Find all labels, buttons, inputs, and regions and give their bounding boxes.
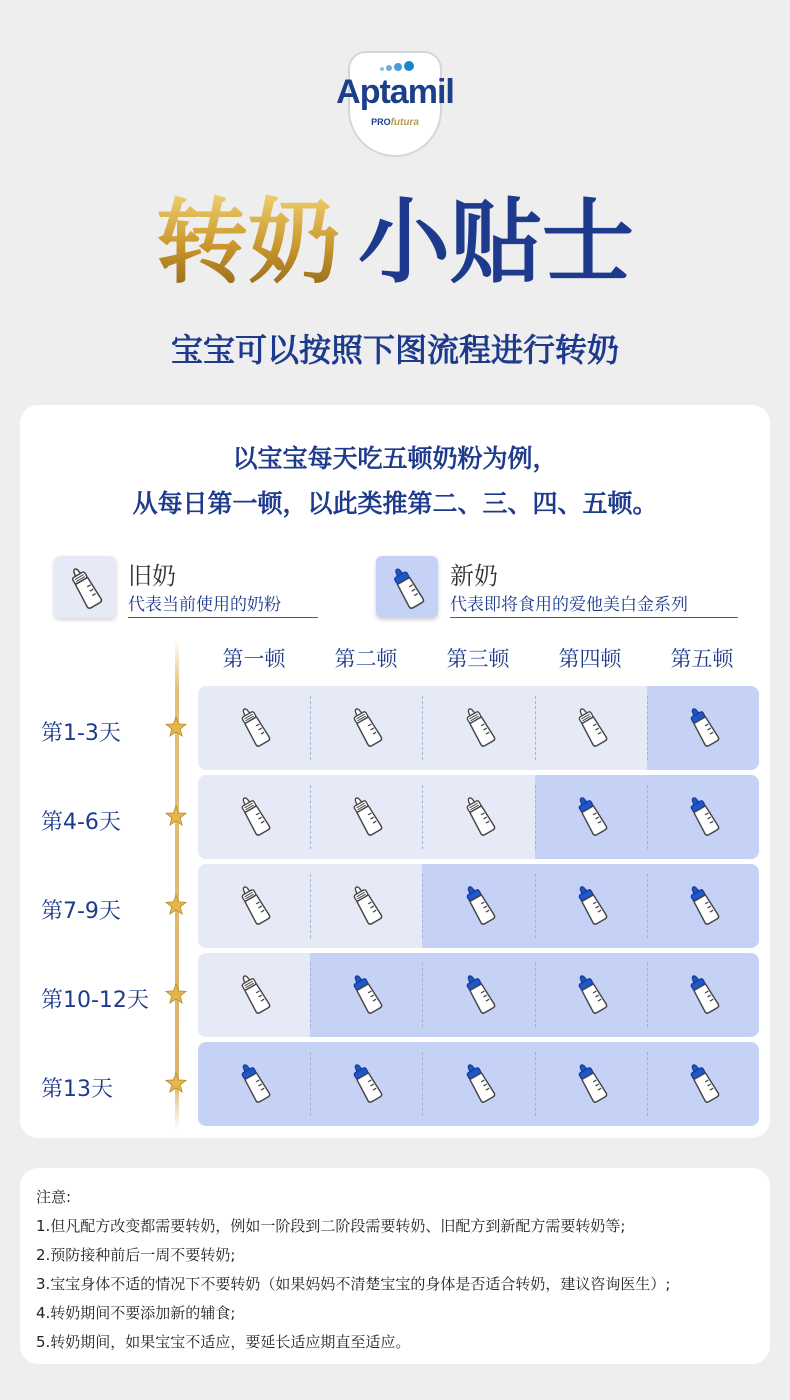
old-milk-cell <box>535 686 647 770</box>
baby-bottle-blue-icon <box>387 564 427 610</box>
old-milk-cell <box>198 686 310 770</box>
old-milk-cell <box>422 686 534 770</box>
page-subtitle: 宝宝可以按照下图流程进行转奶 <box>170 331 619 369</box>
baby-bottle-blue-icon <box>684 704 722 752</box>
legend-old-box <box>54 556 116 618</box>
baby-bottle-outline-icon <box>347 793 385 841</box>
baby-bottle-blue-icon <box>684 882 722 930</box>
logo-brand-name: Aptamil <box>336 73 454 111</box>
star-icon <box>164 715 188 739</box>
schedule-row <box>198 775 759 859</box>
new-milk-cell <box>310 953 422 1037</box>
note-item-1: 1.但凡配方改变都需要转奶，例如一阶段到二阶段需要转奶、旧配方到新配方需要转奶等; <box>36 1217 626 1235</box>
baby-bottle-blue-icon <box>684 1060 722 1108</box>
column-header-meal-4: 第四顿 <box>558 647 622 671</box>
old-milk-cell <box>198 953 310 1037</box>
baby-bottle-blue-icon <box>572 882 610 930</box>
day-label-row-1: 第1-3天 <box>41 721 121 746</box>
new-milk-cell <box>535 1042 647 1126</box>
new-milk-cell <box>647 686 759 770</box>
star-icon <box>164 1071 188 1095</box>
legend-new-desc: 代表即将食用的爱他美白金系列 <box>450 590 738 618</box>
day-label-row-3: 第7-9天 <box>41 899 121 924</box>
old-milk-cell <box>310 686 422 770</box>
day-label-row-2: 第4-6天 <box>41 810 121 835</box>
note-item-4: 4.转奶期间不要添加新的辅食; <box>36 1304 236 1322</box>
title-blue-part: 小贴士 <box>358 189 635 296</box>
baby-bottle-outline-icon <box>347 704 385 752</box>
column-header-meal-2: 第二顿 <box>334 647 398 671</box>
logo-dots-icon <box>380 61 414 71</box>
new-milk-cell <box>422 1042 534 1126</box>
legend-new-milk <box>376 556 746 618</box>
baby-bottle-blue-icon <box>347 971 385 1019</box>
day-label-row-5: 第13天 <box>41 1077 113 1102</box>
new-milk-cell <box>535 775 647 859</box>
old-milk-cell <box>310 775 422 859</box>
legend-old-desc: 代表当前使用的奶粉 <box>128 590 318 618</box>
schedule-row <box>198 1042 759 1126</box>
note-item-3: 3.宝宝身体不适的情况下不要转奶（如果妈妈不清楚宝宝的身体是否适合转奶，建议咨询医生）; <box>36 1275 671 1293</box>
baby-bottle-outline-icon <box>235 793 273 841</box>
new-milk-cell <box>310 1042 422 1126</box>
baby-bottle-outline-icon <box>235 971 273 1019</box>
intro-line-2: 从每日第一顿，以此类推第二、三、四、五顿。 <box>132 489 658 518</box>
aptamil-logo <box>320 45 470 160</box>
baby-bottle-blue-icon <box>684 793 722 841</box>
baby-bottle-outline-icon <box>235 882 273 930</box>
star-icon <box>164 893 188 917</box>
old-milk-cell <box>198 775 310 859</box>
legend-new-box <box>376 556 438 618</box>
new-milk-cell <box>422 953 534 1037</box>
new-milk-cell <box>198 1042 310 1126</box>
baby-bottle-blue-icon <box>684 971 722 1019</box>
legend-old-name: 旧奶 <box>128 562 176 590</box>
column-header-meal-5: 第五顿 <box>670 647 734 671</box>
old-milk-cell <box>422 775 534 859</box>
notes-heading: 注意: <box>36 1188 72 1206</box>
baby-bottle-outline-icon <box>572 704 610 752</box>
baby-bottle-outline-icon <box>460 793 498 841</box>
baby-bottle-blue-icon <box>572 793 610 841</box>
schedule-row <box>198 686 759 770</box>
timeline-line <box>175 640 179 1130</box>
baby-bottle-outline-icon <box>65 564 105 610</box>
title-gold-part: 转奶 <box>155 189 340 296</box>
new-milk-cell <box>535 864 647 948</box>
star-icon <box>164 804 188 828</box>
note-item-2: 2.预防接种前后一周不要转奶; <box>36 1246 236 1264</box>
day-label-row-4: 第10-12天 <box>41 988 149 1013</box>
column-header-meal-1: 第一顿 <box>222 647 286 671</box>
legend-old-milk <box>54 556 324 618</box>
column-header-meal-3: 第三顿 <box>446 647 510 671</box>
baby-bottle-blue-icon <box>460 1060 498 1108</box>
intro-line-1: 以宝宝每天吃五顿奶粉为例， <box>232 444 558 473</box>
legend-new-name: 新奶 <box>450 562 498 590</box>
schedule-row <box>198 864 759 948</box>
baby-bottle-outline-icon <box>460 704 498 752</box>
intro-text <box>0 436 790 526</box>
new-milk-cell <box>422 864 534 948</box>
schedule-row <box>198 953 759 1037</box>
baby-bottle-blue-icon <box>572 1060 610 1108</box>
old-milk-cell <box>310 864 422 948</box>
logo-product-line: PROfutura <box>371 117 419 128</box>
new-milk-cell <box>647 775 759 859</box>
star-icon <box>164 982 188 1006</box>
baby-bottle-blue-icon <box>347 1060 385 1108</box>
old-milk-cell <box>198 864 310 948</box>
baby-bottle-outline-icon <box>347 882 385 930</box>
baby-bottle-outline-icon <box>235 704 273 752</box>
page-title <box>0 188 790 298</box>
baby-bottle-blue-icon <box>460 882 498 930</box>
baby-bottle-blue-icon <box>572 971 610 1019</box>
new-milk-cell <box>535 953 647 1037</box>
note-item-5: 5.转奶期间，如果宝宝不适应，要延长适应期直至适应。 <box>36 1333 411 1351</box>
baby-bottle-blue-icon <box>235 1060 273 1108</box>
new-milk-cell <box>647 864 759 948</box>
baby-bottle-blue-icon <box>460 971 498 1019</box>
new-milk-cell <box>647 953 759 1037</box>
new-milk-cell <box>647 1042 759 1126</box>
